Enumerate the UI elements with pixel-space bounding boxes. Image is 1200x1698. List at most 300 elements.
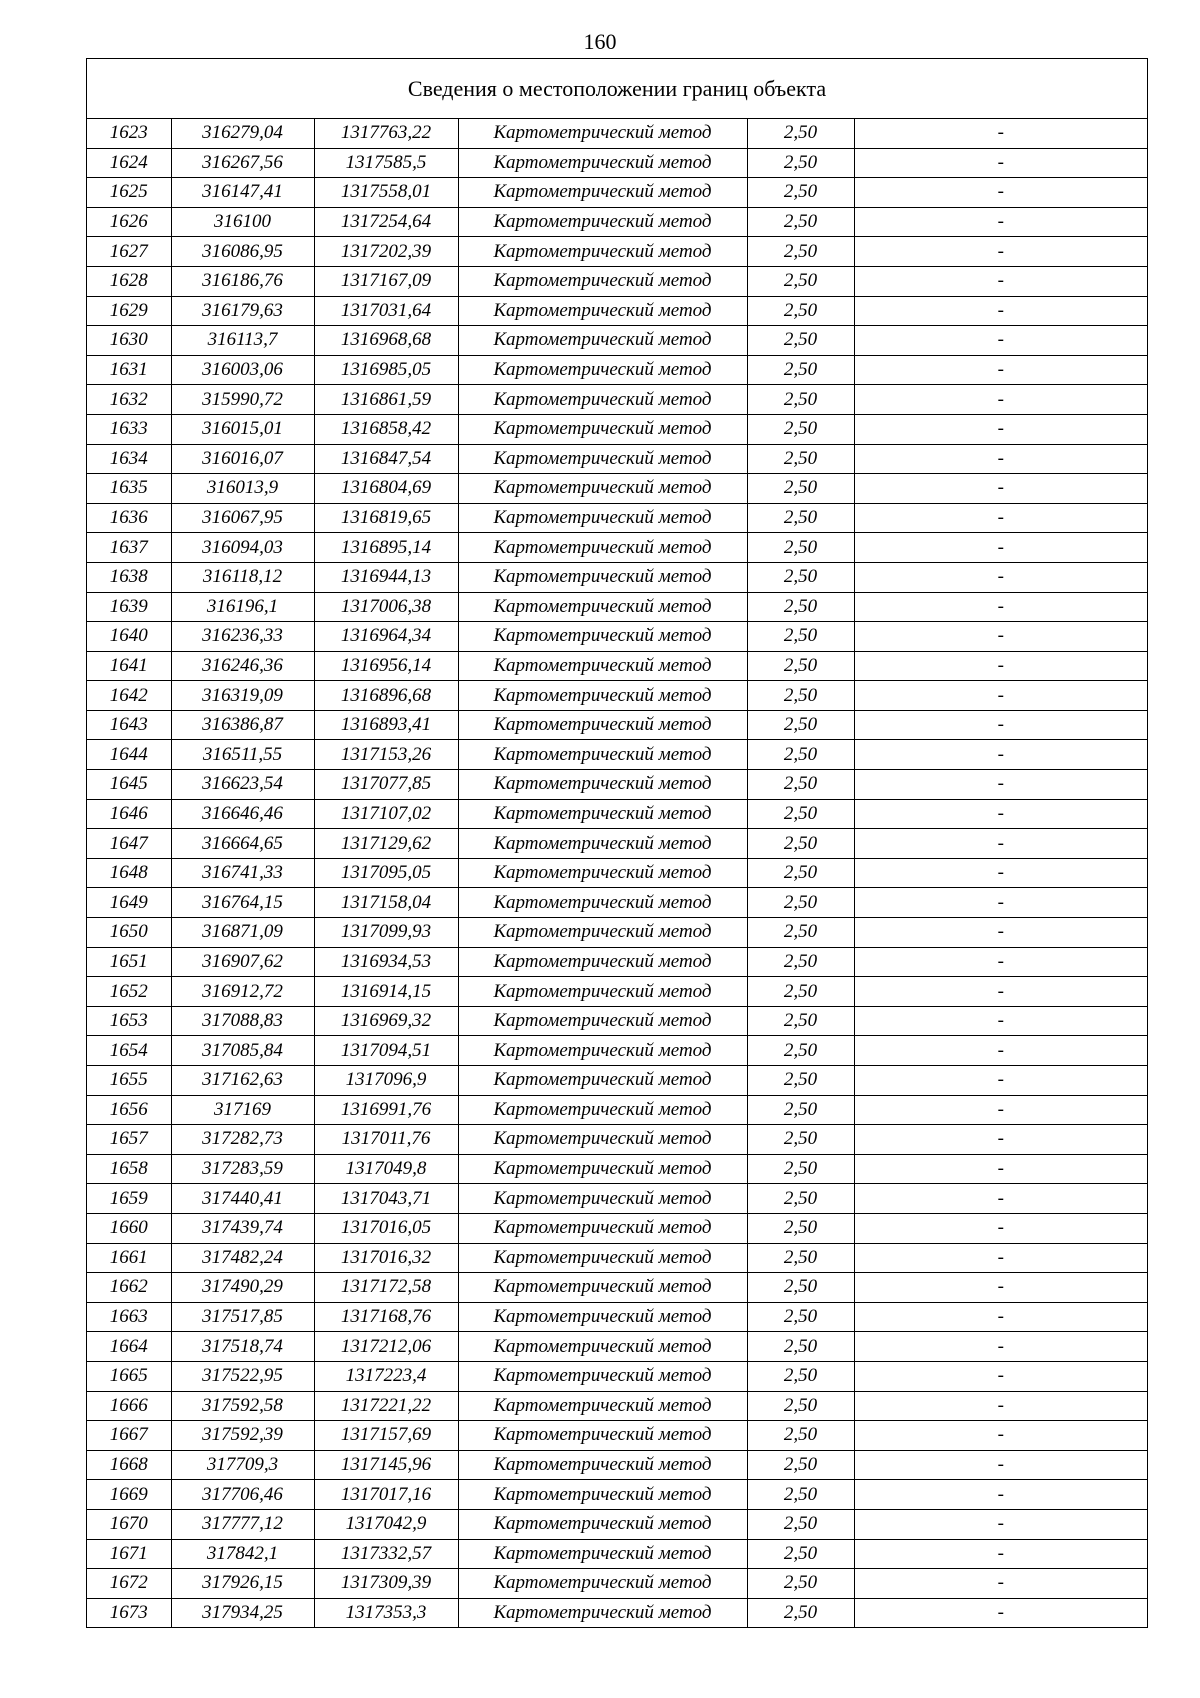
coordinates-table	[87, 119, 1147, 1627]
note-cell: -	[854, 1361, 1147, 1391]
point-number-cell: 1657	[87, 1125, 171, 1155]
x-coordinate-cell: 317842,1	[171, 1539, 314, 1569]
note-cell: -	[854, 829, 1147, 859]
method-cell: Картометрический метод	[458, 503, 747, 533]
point-number-cell: 1644	[87, 740, 171, 770]
precision-cell: 2,50	[747, 681, 854, 711]
table-row	[87, 178, 1147, 208]
x-coordinate-cell: 316279,04	[171, 119, 314, 148]
method-cell: Картометрический метод	[458, 1154, 747, 1184]
method-cell: Картометрический метод	[458, 533, 747, 563]
precision-cell: 2,50	[747, 148, 854, 178]
method-cell: Картометрический метод	[458, 977, 747, 1007]
precision-cell: 2,50	[747, 1213, 854, 1243]
table-row	[87, 207, 1147, 237]
precision-cell: 2,50	[747, 1154, 854, 1184]
method-cell: Картометрический метод	[458, 148, 747, 178]
point-number-cell: 1655	[87, 1066, 171, 1096]
note-cell: -	[854, 562, 1147, 592]
x-coordinate-cell: 316016,07	[171, 444, 314, 474]
note-cell: -	[854, 622, 1147, 652]
note-cell: -	[854, 1243, 1147, 1273]
point-number-cell: 1662	[87, 1273, 171, 1303]
precision-cell: 2,50	[747, 1361, 854, 1391]
x-coordinate-cell: 317926,15	[171, 1569, 314, 1599]
precision-cell: 2,50	[747, 1006, 854, 1036]
note-cell: -	[854, 474, 1147, 504]
y-coordinate-cell: 1316861,59	[314, 385, 458, 415]
note-cell: -	[854, 858, 1147, 888]
y-coordinate-cell: 1317031,64	[314, 296, 458, 326]
x-coordinate-cell: 316086,95	[171, 237, 314, 267]
x-coordinate-cell: 317592,58	[171, 1391, 314, 1421]
point-number-cell: 1667	[87, 1421, 171, 1451]
table-row	[87, 799, 1147, 829]
method-cell: Картометрический метод	[458, 1361, 747, 1391]
page-number: 160	[583, 29, 617, 54]
method-cell: Картометрический метод	[458, 207, 747, 237]
note-cell: -	[854, 1006, 1147, 1036]
y-coordinate-cell: 1317254,64	[314, 207, 458, 237]
point-number-cell: 1672	[87, 1569, 171, 1599]
point-number-cell: 1659	[87, 1184, 171, 1214]
y-coordinate-cell: 1317223,4	[314, 1361, 458, 1391]
x-coordinate-cell: 317282,73	[171, 1125, 314, 1155]
note-cell: -	[854, 503, 1147, 533]
note-cell: -	[854, 1509, 1147, 1539]
precision-cell: 2,50	[747, 474, 854, 504]
precision-cell: 2,50	[747, 562, 854, 592]
x-coordinate-cell: 317934,25	[171, 1598, 314, 1627]
note-cell: -	[854, 237, 1147, 267]
table-row	[87, 1569, 1147, 1599]
point-number-cell: 1658	[87, 1154, 171, 1184]
y-coordinate-cell: 1316968,68	[314, 326, 458, 356]
y-coordinate-cell: 1316956,14	[314, 651, 458, 681]
note-cell: -	[854, 1569, 1147, 1599]
y-coordinate-cell: 1316858,42	[314, 414, 458, 444]
table-row	[87, 1036, 1147, 1066]
table-row	[87, 622, 1147, 652]
precision-cell: 2,50	[747, 858, 854, 888]
method-cell: Картометрический метод	[458, 829, 747, 859]
table-row	[87, 1421, 1147, 1451]
table-row	[87, 947, 1147, 977]
point-number-cell: 1624	[87, 148, 171, 178]
note-cell: -	[854, 296, 1147, 326]
x-coordinate-cell: 317482,24	[171, 1243, 314, 1273]
y-coordinate-cell: 1317585,5	[314, 148, 458, 178]
method-cell: Картометрический метод	[458, 266, 747, 296]
x-coordinate-cell: 317777,12	[171, 1509, 314, 1539]
x-coordinate-cell: 316147,41	[171, 178, 314, 208]
table-row	[87, 1125, 1147, 1155]
note-cell: -	[854, 799, 1147, 829]
precision-cell: 2,50	[747, 947, 854, 977]
method-cell: Картометрический метод	[458, 1006, 747, 1036]
precision-cell: 2,50	[747, 977, 854, 1007]
y-coordinate-cell: 1317168,76	[314, 1302, 458, 1332]
table-row	[87, 296, 1147, 326]
x-coordinate-cell: 316267,56	[171, 148, 314, 178]
y-coordinate-cell: 1317167,09	[314, 266, 458, 296]
y-coordinate-cell: 1317129,62	[314, 829, 458, 859]
y-coordinate-cell: 1317558,01	[314, 178, 458, 208]
precision-cell: 2,50	[747, 651, 854, 681]
table-row	[87, 474, 1147, 504]
point-number-cell: 1645	[87, 770, 171, 800]
precision-cell: 2,50	[747, 888, 854, 918]
note-cell: -	[854, 1450, 1147, 1480]
method-cell: Картометрический метод	[458, 888, 747, 918]
y-coordinate-cell: 1317332,57	[314, 1539, 458, 1569]
table-row	[87, 1095, 1147, 1125]
note-cell: -	[854, 119, 1147, 148]
point-number-cell: 1642	[87, 681, 171, 711]
x-coordinate-cell: 317517,85	[171, 1302, 314, 1332]
precision-cell: 2,50	[747, 355, 854, 385]
precision-cell: 2,50	[747, 799, 854, 829]
method-cell: Картометрический метод	[458, 947, 747, 977]
method-cell: Картометрический метод	[458, 1066, 747, 1096]
boundary-sheet	[86, 58, 1148, 1628]
x-coordinate-cell: 317522,95	[171, 1361, 314, 1391]
method-cell: Картометрический метод	[458, 858, 747, 888]
x-coordinate-cell: 316386,87	[171, 710, 314, 740]
y-coordinate-cell: 1317042,9	[314, 1509, 458, 1539]
point-number-cell: 1652	[87, 977, 171, 1007]
y-coordinate-cell: 1316914,15	[314, 977, 458, 1007]
note-cell: -	[854, 1273, 1147, 1303]
x-coordinate-cell: 316623,54	[171, 770, 314, 800]
y-coordinate-cell: 1316944,13	[314, 562, 458, 592]
note-cell: -	[854, 414, 1147, 444]
x-coordinate-cell: 316067,95	[171, 503, 314, 533]
y-coordinate-cell: 1316804,69	[314, 474, 458, 504]
point-number-cell: 1668	[87, 1450, 171, 1480]
precision-cell: 2,50	[747, 503, 854, 533]
table-row	[87, 1154, 1147, 1184]
y-coordinate-cell: 1317094,51	[314, 1036, 458, 1066]
y-coordinate-cell: 1317096,9	[314, 1066, 458, 1096]
method-cell: Картометрический метод	[458, 1332, 747, 1362]
table-row	[87, 1243, 1147, 1273]
y-coordinate-cell: 1317158,04	[314, 888, 458, 918]
precision-cell: 2,50	[747, 770, 854, 800]
table-row	[87, 414, 1147, 444]
note-cell: -	[854, 1036, 1147, 1066]
table-row	[87, 326, 1147, 356]
x-coordinate-cell: 316094,03	[171, 533, 314, 563]
y-coordinate-cell: 1317077,85	[314, 770, 458, 800]
point-number-cell: 1665	[87, 1361, 171, 1391]
point-number-cell: 1631	[87, 355, 171, 385]
point-number-cell: 1656	[87, 1095, 171, 1125]
point-number-cell: 1660	[87, 1213, 171, 1243]
y-coordinate-cell: 1317202,39	[314, 237, 458, 267]
table-row	[87, 888, 1147, 918]
table-row	[87, 829, 1147, 859]
method-cell: Картометрический метод	[458, 1184, 747, 1214]
precision-cell: 2,50	[747, 1332, 854, 1362]
point-number-cell: 1669	[87, 1480, 171, 1510]
y-coordinate-cell: 1317153,26	[314, 740, 458, 770]
note-cell: -	[854, 1302, 1147, 1332]
y-coordinate-cell: 1316895,14	[314, 533, 458, 563]
precision-cell: 2,50	[747, 1539, 854, 1569]
method-cell: Картометрический метод	[458, 1450, 747, 1480]
precision-cell: 2,50	[747, 1243, 854, 1273]
method-cell: Картометрический метод	[458, 1539, 747, 1569]
table-row	[87, 1273, 1147, 1303]
y-coordinate-cell: 1317763,22	[314, 119, 458, 148]
x-coordinate-cell: 316741,33	[171, 858, 314, 888]
table-row	[87, 444, 1147, 474]
precision-cell: 2,50	[747, 414, 854, 444]
point-number-cell: 1638	[87, 562, 171, 592]
method-cell: Картометрический метод	[458, 622, 747, 652]
method-cell: Картометрический метод	[458, 178, 747, 208]
point-number-cell: 1647	[87, 829, 171, 859]
x-coordinate-cell: 315990,72	[171, 385, 314, 415]
point-number-cell: 1635	[87, 474, 171, 504]
method-cell: Картометрический метод	[458, 918, 747, 948]
point-number-cell: 1641	[87, 651, 171, 681]
method-cell: Картометрический метод	[458, 1213, 747, 1243]
point-number-cell: 1632	[87, 385, 171, 415]
method-cell: Картометрический метод	[458, 1125, 747, 1155]
x-coordinate-cell: 316664,65	[171, 829, 314, 859]
x-coordinate-cell: 316013,9	[171, 474, 314, 504]
note-cell: -	[854, 178, 1147, 208]
y-coordinate-cell: 1317157,69	[314, 1421, 458, 1451]
precision-cell: 2,50	[747, 266, 854, 296]
table-row	[87, 918, 1147, 948]
point-number-cell: 1643	[87, 710, 171, 740]
method-cell: Картометрический метод	[458, 1391, 747, 1421]
table-row	[87, 237, 1147, 267]
y-coordinate-cell: 1317011,76	[314, 1125, 458, 1155]
x-coordinate-cell: 317085,84	[171, 1036, 314, 1066]
method-cell: Картометрический метод	[458, 1302, 747, 1332]
table-row	[87, 1539, 1147, 1569]
point-number-cell: 1634	[87, 444, 171, 474]
note-cell: -	[854, 1125, 1147, 1155]
x-coordinate-cell: 316246,36	[171, 651, 314, 681]
note-cell: -	[854, 326, 1147, 356]
precision-cell: 2,50	[747, 918, 854, 948]
method-cell: Картометрический метод	[458, 1569, 747, 1599]
table-row	[87, 266, 1147, 296]
y-coordinate-cell: 1316934,53	[314, 947, 458, 977]
x-coordinate-cell: 316003,06	[171, 355, 314, 385]
table-row	[87, 385, 1147, 415]
precision-cell: 2,50	[747, 1480, 854, 1510]
point-number-cell: 1629	[87, 296, 171, 326]
x-coordinate-cell: 316646,46	[171, 799, 314, 829]
point-number-cell: 1654	[87, 1036, 171, 1066]
y-coordinate-cell: 1317006,38	[314, 592, 458, 622]
precision-cell: 2,50	[747, 1184, 854, 1214]
precision-cell: 2,50	[747, 622, 854, 652]
y-coordinate-cell: 1317145,96	[314, 1450, 458, 1480]
x-coordinate-cell: 316100	[171, 207, 314, 237]
note-cell: -	[854, 1095, 1147, 1125]
point-number-cell: 1625	[87, 178, 171, 208]
precision-cell: 2,50	[747, 385, 854, 415]
x-coordinate-cell: 316113,7	[171, 326, 314, 356]
table-row	[87, 1361, 1147, 1391]
table-row	[87, 1450, 1147, 1480]
y-coordinate-cell: 1316991,76	[314, 1095, 458, 1125]
note-cell: -	[854, 592, 1147, 622]
precision-cell: 2,50	[747, 533, 854, 563]
precision-cell: 2,50	[747, 1095, 854, 1125]
point-number-cell: 1639	[87, 592, 171, 622]
y-coordinate-cell: 1317221,22	[314, 1391, 458, 1421]
note-cell: -	[854, 740, 1147, 770]
y-coordinate-cell: 1316985,05	[314, 355, 458, 385]
point-number-cell: 1666	[87, 1391, 171, 1421]
note-cell: -	[854, 533, 1147, 563]
precision-cell: 2,50	[747, 829, 854, 859]
x-coordinate-cell: 317440,41	[171, 1184, 314, 1214]
table-row	[87, 651, 1147, 681]
point-number-cell: 1663	[87, 1302, 171, 1332]
y-coordinate-cell: 1317049,8	[314, 1154, 458, 1184]
method-cell: Картометрический метод	[458, 355, 747, 385]
point-number-cell: 1661	[87, 1243, 171, 1273]
note-cell: -	[854, 947, 1147, 977]
note-cell: -	[854, 355, 1147, 385]
method-cell: Картометрический метод	[458, 414, 747, 444]
point-number-cell: 1628	[87, 266, 171, 296]
table-row	[87, 740, 1147, 770]
point-number-cell: 1648	[87, 858, 171, 888]
point-number-cell: 1670	[87, 1509, 171, 1539]
table-row	[87, 1006, 1147, 1036]
x-coordinate-cell: 317490,29	[171, 1273, 314, 1303]
method-cell: Картометрический метод	[458, 1509, 747, 1539]
y-coordinate-cell: 1316893,41	[314, 710, 458, 740]
table-row	[87, 1480, 1147, 1510]
method-cell: Картометрический метод	[458, 474, 747, 504]
point-number-cell: 1636	[87, 503, 171, 533]
precision-cell: 2,50	[747, 1273, 854, 1303]
note-cell: -	[997, 1601, 1004, 1623]
method-cell: Картометрический метод	[458, 681, 747, 711]
y-coordinate-cell: 1316964,34	[314, 622, 458, 652]
method-cell: Картометрический метод	[458, 237, 747, 267]
note-cell: -	[854, 710, 1147, 740]
y-coordinate-cell: 1317016,05	[314, 1213, 458, 1243]
point-number-cell: 1640	[87, 622, 171, 652]
precision-cell: 2,50	[747, 237, 854, 267]
precision-cell: 2,50	[747, 1598, 854, 1627]
point-number-cell: 1649	[87, 888, 171, 918]
y-coordinate-cell: 1316819,65	[314, 503, 458, 533]
x-coordinate-cell: 317088,83	[171, 1006, 314, 1036]
precision-cell: 2,50	[747, 1421, 854, 1451]
x-coordinate-cell: 317162,63	[171, 1066, 314, 1096]
table-row	[87, 710, 1147, 740]
coordinates-table-body	[87, 119, 1147, 1627]
sheet-title: Сведения о местоположении границ объекта	[87, 59, 1147, 119]
y-coordinate-cell: 1317309,39	[314, 1569, 458, 1599]
table-row	[87, 592, 1147, 622]
table-row	[87, 1302, 1147, 1332]
table-row	[87, 148, 1147, 178]
point-number-cell: 1623	[87, 119, 171, 148]
note-cell: -	[854, 651, 1147, 681]
table-row	[87, 1066, 1147, 1096]
x-coordinate-cell: 317169	[171, 1095, 314, 1125]
precision-cell: 2,50	[747, 119, 854, 148]
y-coordinate-cell: 1317107,02	[314, 799, 458, 829]
y-coordinate-cell: 1316896,68	[314, 681, 458, 711]
note-cell: -	[854, 1213, 1147, 1243]
point-number-cell: 1633	[87, 414, 171, 444]
x-coordinate-cell: 317518,74	[171, 1332, 314, 1362]
point-number-cell: 1650	[87, 918, 171, 948]
y-coordinate-cell: 1317099,93	[314, 918, 458, 948]
precision-cell: 2,50	[747, 444, 854, 474]
precision-cell: 2,50	[747, 710, 854, 740]
point-number-cell: 1627	[87, 237, 171, 267]
precision-cell: 2,50	[747, 1391, 854, 1421]
precision-cell: 2,50	[747, 1066, 854, 1096]
note-cell: -	[854, 1480, 1147, 1510]
precision-cell: 2,50	[747, 1509, 854, 1539]
table-row	[87, 1332, 1147, 1362]
method-cell: Картометрический метод	[458, 1095, 747, 1125]
note-cell: -	[854, 207, 1147, 237]
y-coordinate-cell: 1317172,58	[314, 1273, 458, 1303]
method-cell: Картометрический метод	[458, 1421, 747, 1451]
table-row	[87, 1509, 1147, 1539]
method-cell: Картометрический метод	[458, 1598, 747, 1627]
table-row	[87, 1213, 1147, 1243]
y-coordinate-cell: 1317212,06	[314, 1332, 458, 1362]
note-cell: -	[854, 1391, 1147, 1421]
x-coordinate-cell: 316907,62	[171, 947, 314, 977]
point-number-cell: 1626	[87, 207, 171, 237]
method-cell: Картометрический метод	[458, 1273, 747, 1303]
note-cell: -	[854, 148, 1147, 178]
precision-cell: 2,50	[747, 326, 854, 356]
note-cell: -	[854, 977, 1147, 1007]
x-coordinate-cell: 317592,39	[171, 1421, 314, 1451]
note-cell: -	[854, 681, 1147, 711]
point-number-cell: 1671	[87, 1539, 171, 1569]
table-row	[87, 770, 1147, 800]
table-row	[87, 562, 1147, 592]
y-coordinate-cell: 1316969,32	[314, 1006, 458, 1036]
y-coordinate-cell: 1317353,3	[314, 1598, 458, 1627]
table-row	[87, 858, 1147, 888]
precision-cell: 2,50	[747, 740, 854, 770]
x-coordinate-cell: 317439,74	[171, 1213, 314, 1243]
point-number-cell: 1630	[87, 326, 171, 356]
method-cell: Картометрический метод	[458, 119, 747, 148]
precision-cell: 2,50	[747, 1569, 854, 1599]
note-cell: -	[854, 385, 1147, 415]
note-cell: -	[854, 1421, 1147, 1451]
method-cell: Картометрический метод	[458, 1036, 747, 1066]
x-coordinate-cell: 316179,63	[171, 296, 314, 326]
note-cell: -	[854, 918, 1147, 948]
x-coordinate-cell: 317283,59	[171, 1154, 314, 1184]
